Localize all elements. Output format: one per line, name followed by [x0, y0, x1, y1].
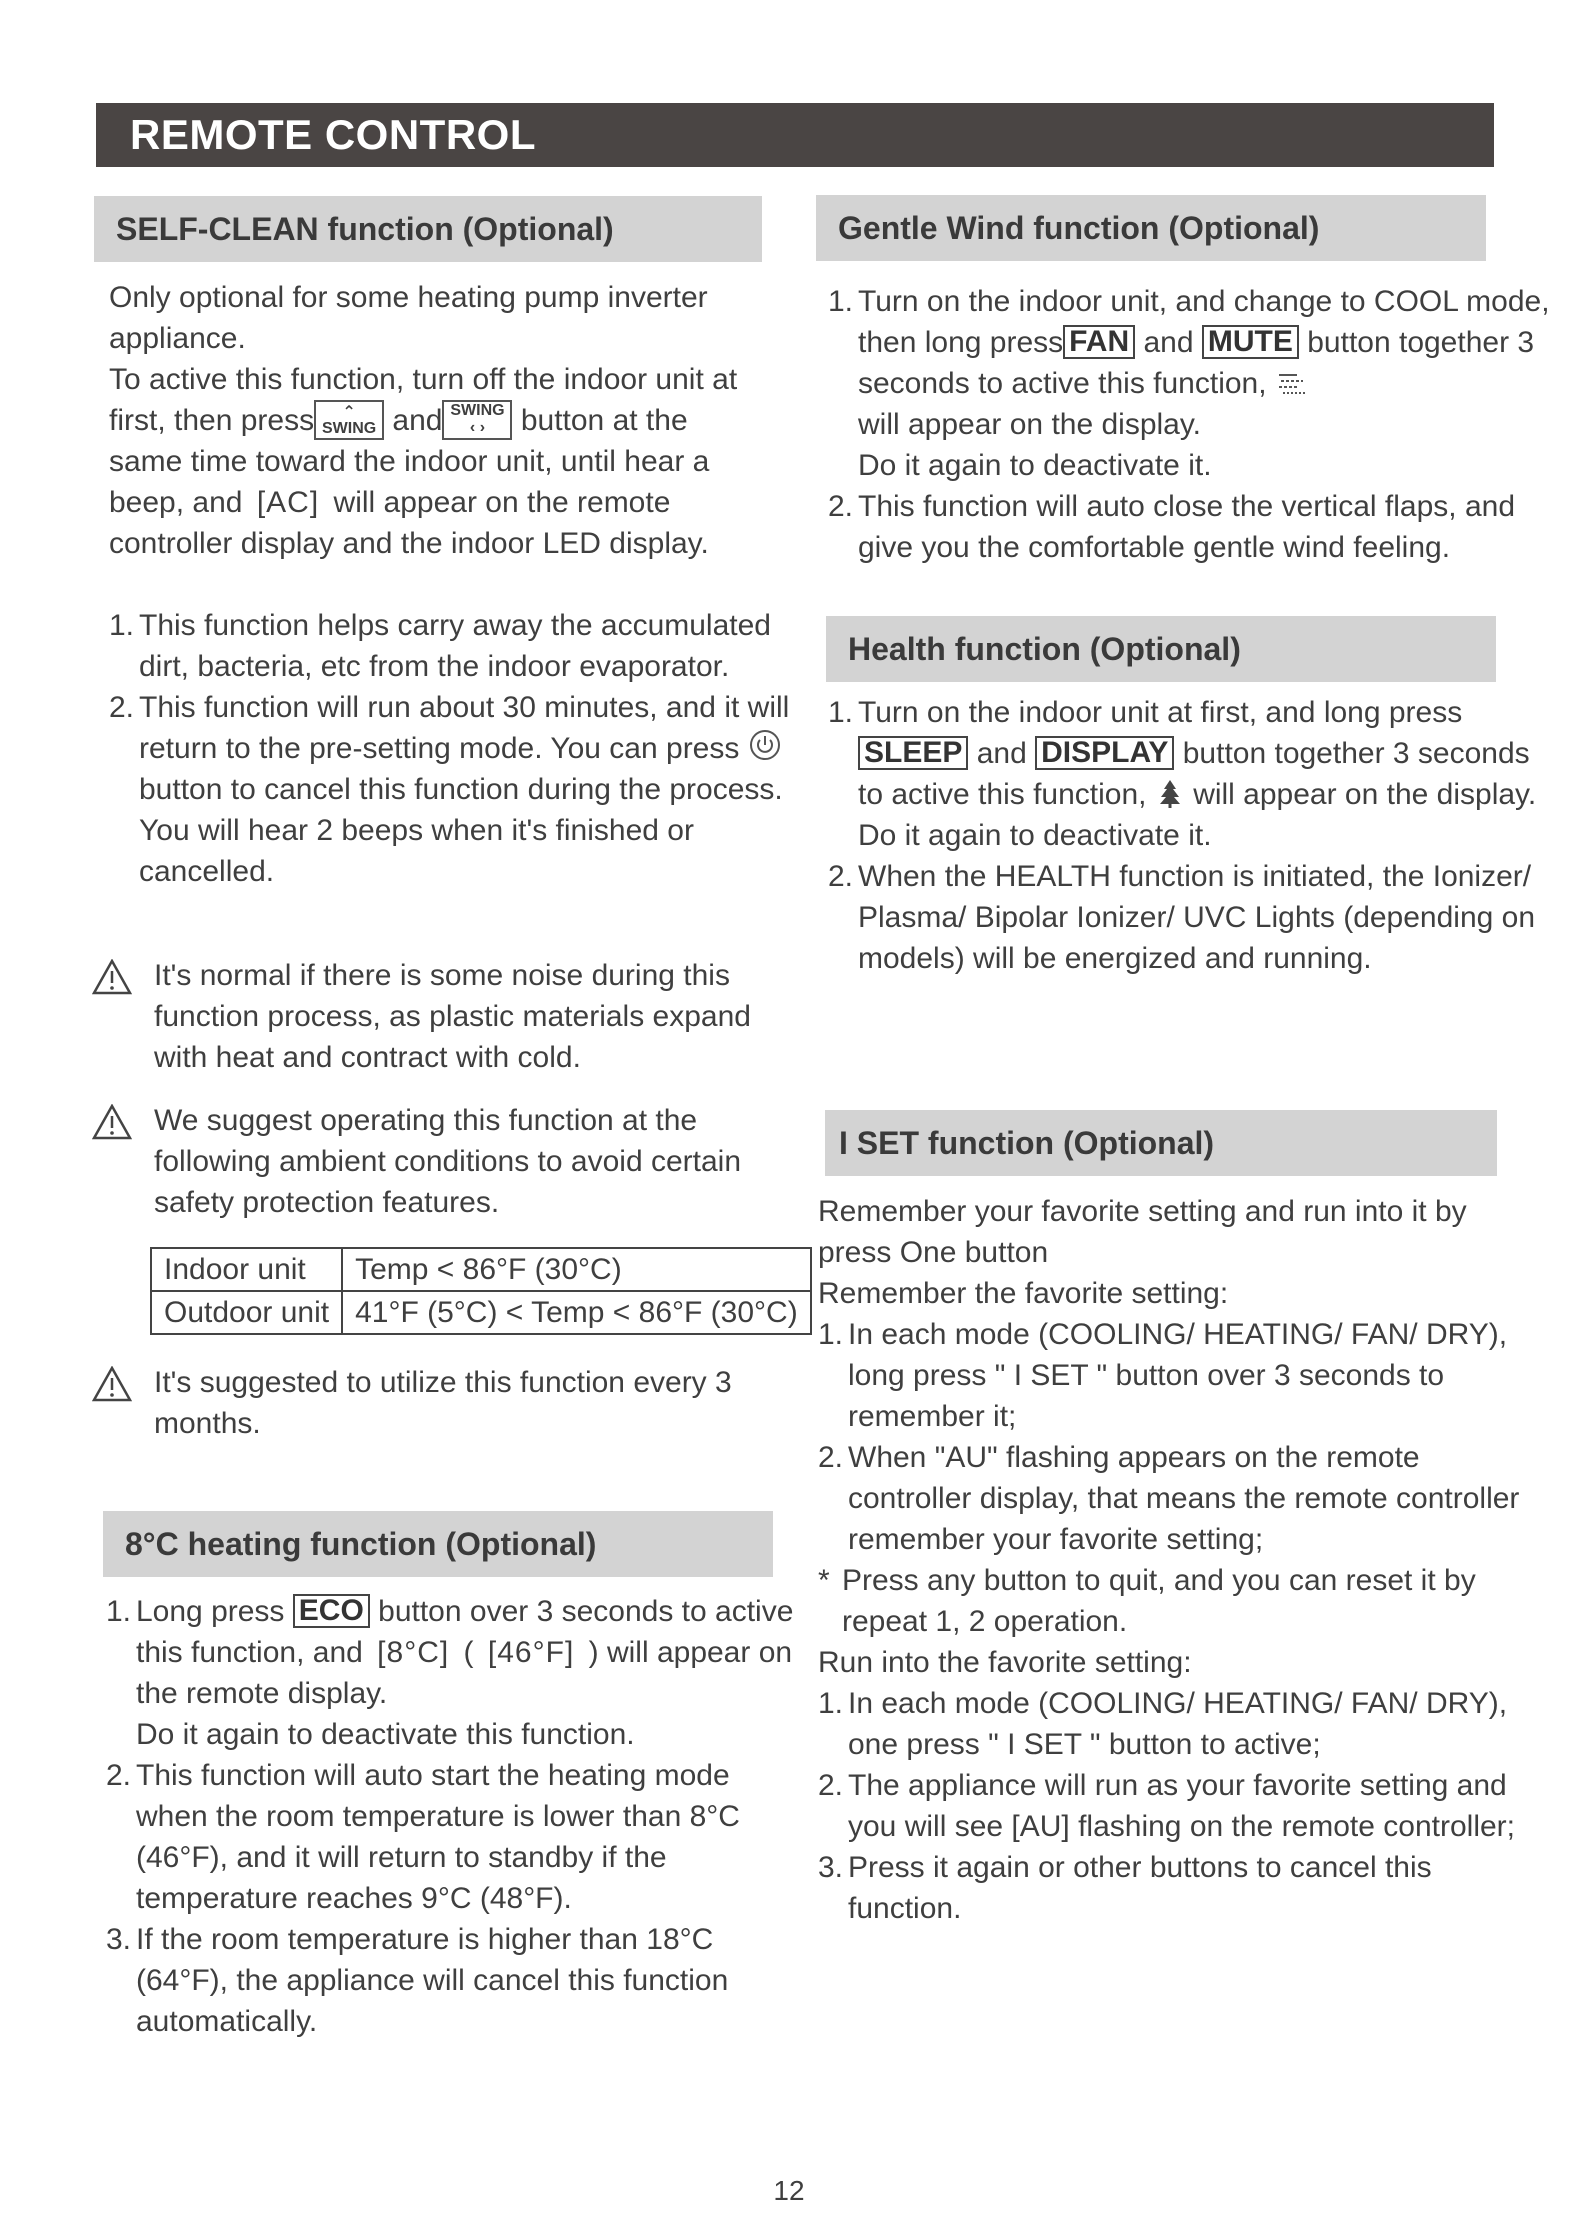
selfclean-heading: SELF-CLEAN function (Optional): [94, 196, 762, 262]
table-cell: Outdoor unit: [151, 1291, 342, 1334]
selfclean-list: [109, 605, 799, 892]
page-number: 12: [773, 2175, 805, 2206]
list-item: 2. When the HEALTH function is initiated, the Ionizer/ Plasma/ Bipolar Ionizer/ UVC Lights (depending on models) will be energized and running.: [828, 860, 1536, 975]
list-item: 1. Long press ECO button over 3 seconds to active this function, and [8°C] ( [46°F] ) will appear on the remote display. Do it again to deactivate this function.: [106, 1594, 794, 1751]
heat8-heading: 8°C heating function (Optional): [103, 1511, 773, 1577]
selfclean-intro-line2: To active this function, turn off the indoor unit at first, then press ⌃ SWING and SWING ‹ › button at the same time toward the indoor unit, until hear a beep, and [AC] will appear on the remote controller display and the indoor LED display.: [109, 363, 738, 560]
list-item: 1. Turn on the indoor unit, and change to COOL mode, then long press FAN and MUTE button together 3 seconds to active this function, will appear on the display. Do it again to deactivate it.: [828, 285, 1550, 482]
display-button-label: DISPLAY: [1035, 736, 1174, 770]
power-icon: [748, 728, 782, 762]
iset-heading: I SET function (Optional): [825, 1110, 1497, 1176]
list-item: 2. When "AU" flashing appears on the remote controller display, that means the remote controller remember your favorite setting;: [818, 1441, 1520, 1556]
swing-button-icon: ⌃ SWING: [314, 400, 384, 440]
iset-run-heading: Run into the favorite setting:: [818, 1646, 1192, 1679]
health-tree-icon: [1155, 778, 1185, 808]
selfclean-intro: [109, 277, 769, 564]
list-item: 1. This function helps carry away the accumulated dirt, bacteria, etc from the indoor evaporator.: [109, 609, 771, 683]
code-8c: [8°C]: [377, 1636, 450, 1669]
mute-button-label: MUTE: [1202, 325, 1299, 359]
sleep-button-label: SLEEP: [858, 736, 968, 770]
table-row: [151, 1248, 811, 1291]
fan-button-label: FAN: [1063, 325, 1135, 359]
gentle-heading: Gentle Wind function (Optional): [816, 195, 1486, 261]
warning-icon: [92, 1366, 132, 1402]
list-item: 1. Turn on the indoor unit at first, and long press SLEEP and DISPLAY button together 3 seconds to active this function, will appear on the display. Do it again to deactivate it.: [828, 696, 1537, 852]
list-item: 3. If the room temperature is higher than 18°C (64°F), the appliance will cancel this function automatically.: [106, 1923, 729, 2038]
list-item: 2. The appliance will run as your favorite setting and you will see [AU] flashing on the remote controller;: [818, 1769, 1515, 1843]
list-item: 3. Press it again or other buttons to cancel this function.: [818, 1851, 1432, 1925]
list-item: 2. This function will run about 30 minutes, and it will return to the pre-setting mode. You can press button to cancel this function during the process. You will hear 2 beeps when it's finished or cancelled.: [109, 691, 790, 888]
warning-conditions: We suggest operating this function at the following ambient conditions to avoid certain safety protection features.: [92, 1100, 792, 1223]
warning-icon: [92, 1104, 132, 1140]
warning-icon: [92, 959, 132, 995]
page-banner: REMOTE CONTROL: [96, 103, 1494, 167]
eco-button-label: ECO: [293, 1594, 370, 1628]
iset-remember-heading: Remember the favorite setting:: [818, 1277, 1229, 1310]
selfclean-intro-line1: Only optional for some heating pump inverter appliance.: [109, 281, 708, 355]
iset-body: [818, 1191, 1530, 1929]
code-46f: [46°F]: [487, 1636, 575, 1669]
swing-horizontal-button-icon: SWING ‹ ›: [442, 400, 512, 440]
table-cell: Indoor unit: [151, 1248, 342, 1291]
gentle-list: [828, 281, 1550, 568]
table-cell: 41°F (5°C) < Temp < 86°F (30°C): [342, 1291, 811, 1334]
iset-intro: Remember your favorite setting and run into it by press One button: [818, 1195, 1467, 1269]
list-item: 2. This function will auto start the heating mode when the room temperature is lower than 8°C (46°F), and it will return to standby if the temperature reaches 9°C (48°F).: [106, 1759, 740, 1915]
health-heading: Health function (Optional): [826, 616, 1496, 682]
list-item: 1. In each mode (COOLING/ HEATING/ FAN/ DRY), one press " I SET " button to active;: [818, 1687, 1508, 1761]
table-row: [151, 1291, 811, 1334]
warning-frequency: It's suggested to utilize this function every 3 months.: [92, 1362, 792, 1444]
heat8-list: [106, 1591, 808, 2042]
list-item: 2. This function will auto close the vertical flaps, and give you the comfortable gentle wind feeling.: [828, 490, 1515, 564]
gentle-wind-icon: [1275, 369, 1309, 397]
list-item: * Press any button to quit, and you can reset it by repeat 1, 2 operation.: [818, 1564, 1476, 1638]
list-item: 1. In each mode (COOLING/ HEATING/ FAN/ DRY), long press " I SET " button over 3 seconds to remember it;: [818, 1318, 1508, 1433]
health-list: [828, 692, 1550, 979]
warning-noise: It's normal if there is some noise during this function process, as plastic materials expand with heat and contract with cold.: [92, 955, 792, 1078]
table-cell: Temp < 86°F (30°C): [342, 1248, 811, 1291]
ambient-conditions-table: [150, 1247, 812, 1335]
ac-display-code: [AC]: [256, 486, 320, 519]
